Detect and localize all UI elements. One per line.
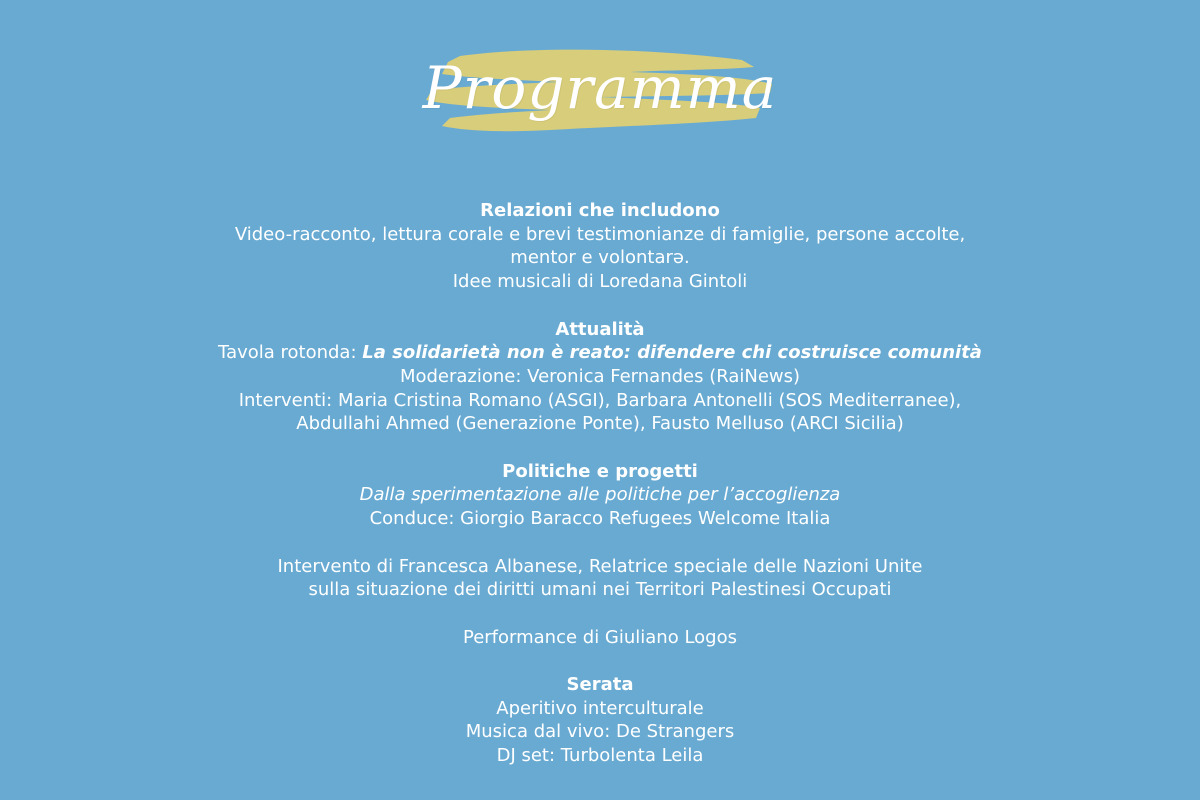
section-intervento: [0, 555, 1200, 602]
section-line: Musica dal vivo: De Strangers: [465, 721, 735, 743]
section-performance: [0, 626, 1200, 650]
section-line: Intervento di Francesca Albanese, Relatrice speciale delle Nazioni Unite: [277, 555, 923, 577]
section-attualita: [0, 318, 1200, 437]
section-line: Moderazione: Veronica Fernandes (RaiNews): [399, 365, 801, 387]
section-heading: Relazioni che includono: [480, 200, 720, 221]
section-line: mentor e volontarə.: [510, 247, 690, 269]
section-heading: Attualità: [555, 318, 645, 340]
section-line: Idee musicali di Loredana Gintoli: [452, 271, 748, 293]
round-table-title: La solidarietà non è reato: difendere chi costruisce comunità: [362, 342, 982, 364]
title-block: [420, 40, 780, 150]
section-line: Abdullahi Ahmed (Generazione Ponte), Fausto Melluso (ARCI Sicilia): [296, 413, 904, 435]
section-heading: Politiche e progetti: [502, 460, 698, 482]
section-line: Conduce: Giorgio Baracco Refugees Welcome Italia: [369, 508, 831, 530]
section-politiche: [0, 460, 1200, 531]
section-line: Aperitivo interculturale: [496, 697, 704, 719]
round-table-line: [0, 341, 1200, 365]
section-serata: [0, 673, 1200, 768]
section-relazioni: [0, 199, 1200, 294]
section-line: Video-racconto, lettura corale e brevi testimonianze di famiglie, persone accolte,: [234, 223, 966, 245]
section-line: Interventi: Maria Cristina Romano (ASGI), Barbara Antonelli (SOS Mediterranee),: [238, 389, 962, 411]
section-line: Performance di Giuliano Logos: [462, 626, 737, 648]
program-list: [0, 199, 1200, 768]
page-title: Programma: [422, 54, 778, 122]
section-line: DJ set: Turbolenta Leila: [496, 745, 704, 767]
section-line: sulla situazione dei diritti umani nei Territori Palestinesi Occupati: [308, 579, 892, 601]
round-table-prefix: Tavola rotonda:: [218, 342, 363, 364]
section-subtitle: Dalla sperimentazione alle politiche per l’accoglienza: [359, 484, 841, 506]
section-heading: Serata: [566, 673, 634, 695]
